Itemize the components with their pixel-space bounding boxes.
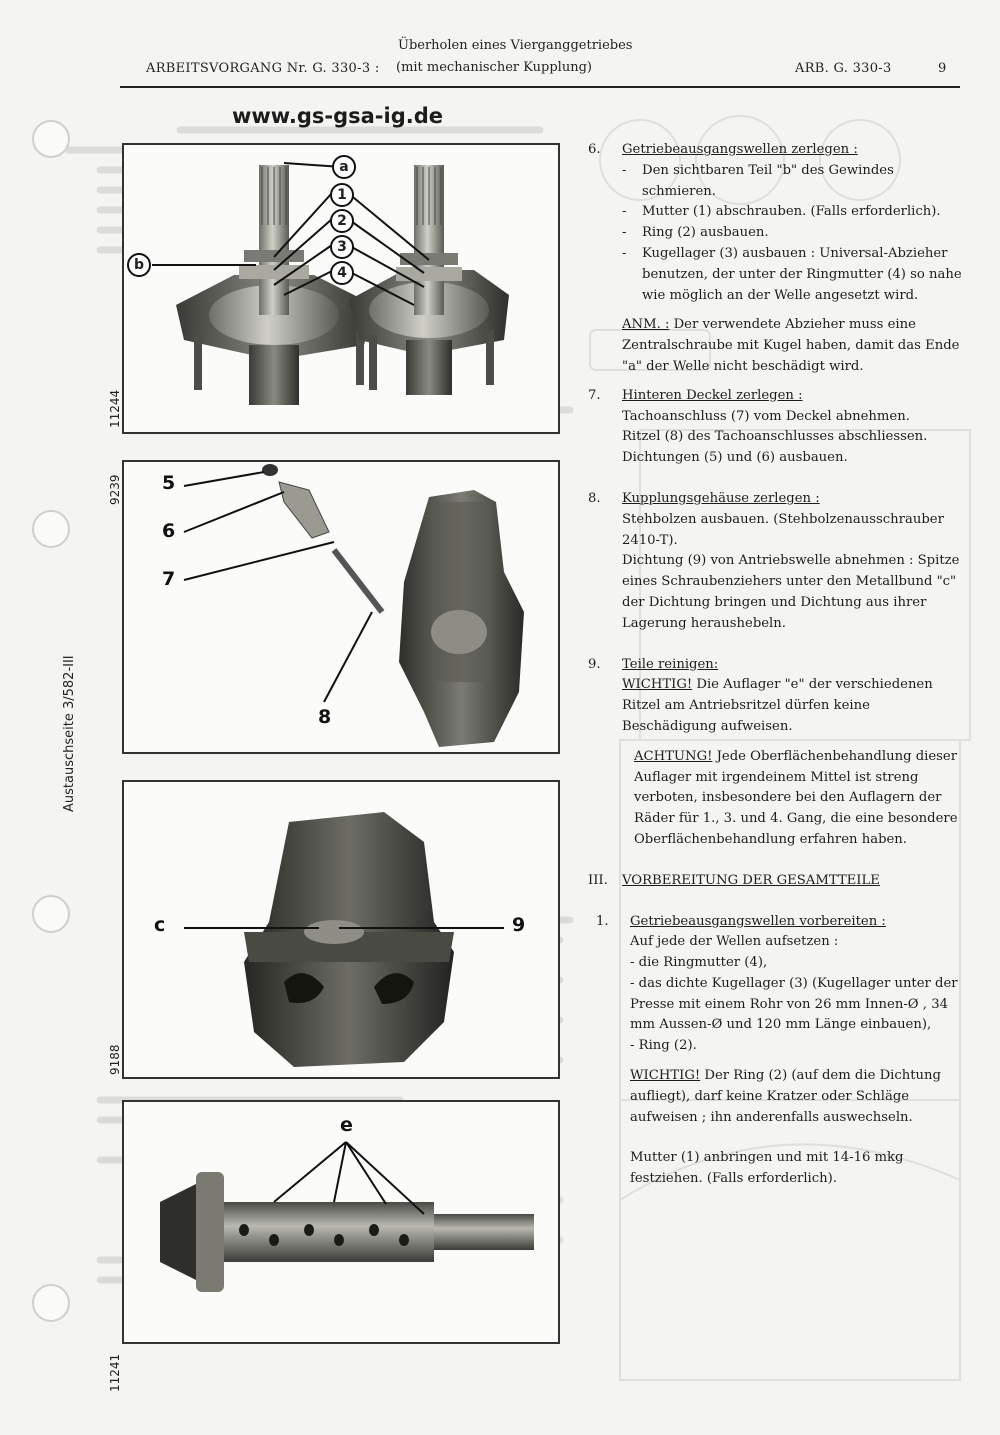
figure-number-11241: 11241 bbox=[108, 1353, 122, 1392]
section-8 bbox=[588, 489, 968, 635]
rear-cover-illustration bbox=[124, 462, 558, 752]
callout-8: 8 bbox=[318, 706, 332, 728]
section-9 bbox=[588, 655, 968, 851]
callout-3: 3 bbox=[330, 235, 354, 259]
text-line: Dichtung (9) von Antriebswelle abnehmen : Spitze eines Schraubenziehers unter den Metallbund "c" der Dichtung bringen und Dichtung aus ihrer Lagerung heraushebeln. bbox=[622, 553, 960, 631]
note-paragraph bbox=[622, 315, 968, 377]
note-label: ANM. : bbox=[622, 317, 670, 333]
callout-4: 4 bbox=[330, 261, 354, 285]
list-item: Den sichtbaren Teil "b" des Gewindes schmieren. bbox=[642, 162, 894, 199]
figure-rear-cover bbox=[122, 460, 560, 754]
caution-paragraph bbox=[622, 747, 968, 851]
header-right: ARB. G. 330-3 bbox=[795, 61, 892, 76]
text-line: Ritzel (8) des Tachoanschlusses abschliessen. bbox=[622, 429, 928, 445]
drive-pinion-illustration bbox=[124, 1102, 558, 1342]
caution-label: ACHTUNG! bbox=[634, 748, 713, 764]
header-title-line1: Überholen eines Vierganggetriebes bbox=[398, 38, 633, 53]
warning-label: WICHTIG! bbox=[630, 1068, 701, 1084]
section-number: 1. bbox=[596, 913, 609, 929]
section-number: 6. bbox=[588, 142, 601, 157]
section-6: 6. Getriebeausgangswellen zerlegen : - Den sichtbaren Teil "b" des Gewindes schmieren. - Mutter (1) abschrauben. (Falls erforderlich). - Ring (2) ausbauen. - Kugellager (3) ausbauen : Universal-Abzieher benutzen, der unter der Ringmutter (4) so nahe wie möglich an der Welle angesetzt wird. ANM. : Der verwendete Abzieher muss eine Zentralschraube mit Kugel haben, damit das Ende "a" der Welle nicht beschädigt wird. bbox=[588, 140, 968, 378]
section-title: Getriebeausgangswellen vorbereiten : bbox=[630, 913, 886, 929]
header-title-line2: (mit mechanischer Kupplung) bbox=[396, 60, 592, 75]
callout-c: c bbox=[154, 914, 166, 936]
list-item: Mutter (1) abschrauben. (Falls erforderlich). bbox=[642, 204, 941, 220]
callout-2: 2 bbox=[330, 209, 354, 233]
clutch-housing-illustration bbox=[124, 782, 558, 1077]
section-title: Getriebeausgangswellen zerlegen : bbox=[622, 142, 858, 157]
figure-number-9188: 9188 bbox=[108, 1044, 122, 1075]
text-line: Auf jede der Wellen aufsetzen : bbox=[630, 934, 839, 950]
section-title: Kupplungsgehäuse zerlegen : bbox=[622, 490, 820, 506]
final-instruction: Mutter (1) anbringen und mit 14-16 mkg festziehen. (Falls erforderlich). bbox=[630, 1150, 904, 1187]
header-rule bbox=[120, 86, 960, 88]
text-line: Stehbolzen ausbauen. (Stehbolzenausschrauber 2410-T). bbox=[622, 511, 944, 548]
callout-a: a bbox=[332, 155, 356, 179]
section-title: Hinteren Deckel zerlegen : bbox=[622, 387, 803, 403]
text-line: Tachoanschluss (7) vom Deckel abnehmen. bbox=[622, 408, 910, 424]
section-number: 8. bbox=[588, 490, 601, 506]
callout-e: e bbox=[340, 1114, 353, 1136]
figure-output-shafts bbox=[122, 143, 560, 434]
callout-9: 9 bbox=[512, 914, 526, 936]
section-number: 7. bbox=[588, 387, 601, 403]
list-item: - Ring (2). bbox=[630, 1038, 697, 1054]
callout-7: 7 bbox=[162, 568, 176, 590]
figure-clutch-housing bbox=[122, 780, 560, 1079]
section-III-1 bbox=[588, 912, 968, 1191]
warning-paragraph bbox=[622, 675, 968, 737]
warning-text: Der Ring (2) (auf dem die Dichtung aufliegt), darf keine Kratzer oder Schläge aufweisen ; ihn anderenfalls auswechseln. bbox=[630, 1068, 941, 1125]
section-title: VORBEREITUNG DER GESAMTTEILE bbox=[622, 872, 880, 888]
list-item: Kugellager (3) ausbauen : Universal-Abzieher benutzen, der unter der Ringmutter (4) so nahe wie möglich an der Welle angesetzt wird. bbox=[642, 245, 962, 303]
caution-text: Jede Oberflächenbehandlung dieser Auflager mit irgendeinem Mittel ist streng verboten, insbesondere bei den Auflagern der Räder für 1., 3. und 4. Gang, die eine besondere Oberflächenbehandlung erfahren haben. bbox=[634, 748, 958, 847]
watermark-url: www.gs-gsa-ig.de bbox=[232, 104, 443, 128]
callout-1: 1 bbox=[330, 183, 354, 207]
side-note: Austauschseite 3/582-III bbox=[62, 655, 77, 812]
list-item: - die Ringmutter (4), bbox=[630, 955, 768, 971]
warning-label: WICHTIG! bbox=[622, 677, 693, 693]
callout-b: b bbox=[127, 253, 151, 277]
page-number: 9 bbox=[938, 61, 947, 76]
note-text: Der verwendete Abzieher muss eine Zentralschraube mit Kugel haben, damit das Ende "a" der Welle nicht beschädigt wird. bbox=[622, 317, 960, 374]
figure-number-11244: 11244 bbox=[108, 389, 122, 428]
callout-6: 6 bbox=[162, 520, 176, 542]
instructions-column bbox=[588, 140, 968, 1190]
warning-text: Die Auflager "e" der verschiedenen Ritzel am Antriebsritzel dürfen keine Beschädigung aufweisen. bbox=[622, 677, 933, 734]
text-line: Dichtungen (5) und (6) ausbauen. bbox=[622, 450, 848, 466]
section-number: III. bbox=[588, 872, 608, 888]
figure-drive-pinion bbox=[122, 1100, 560, 1344]
section-III bbox=[588, 871, 968, 892]
callout-5: 5 bbox=[162, 472, 176, 494]
warning-paragraph bbox=[630, 1066, 968, 1128]
header-left: ARBEITSVORGANG Nr. G. 330-3 : bbox=[146, 61, 380, 76]
section-number: 9. bbox=[588, 656, 601, 672]
figure-number-9239: 9239 bbox=[108, 474, 122, 505]
list-item: - das dichte Kugellager (3) (Kugellager unter der Presse mit einem Rohr von 26 mm Innen-Ø , 34 mm Aussen-Ø und 120 mm Länge einbauen), bbox=[630, 975, 958, 1033]
list-item: Ring (2) ausbauen. bbox=[642, 225, 769, 241]
section-title: Teile reinigen: bbox=[622, 656, 719, 672]
section-7 bbox=[588, 386, 968, 469]
